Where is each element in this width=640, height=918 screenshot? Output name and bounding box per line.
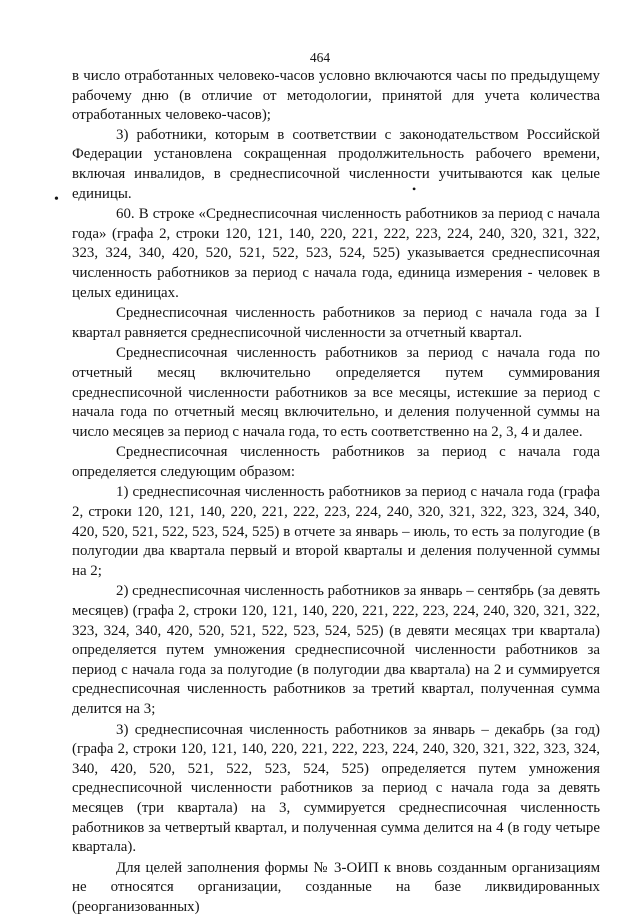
paragraph-item-2-nine-months: 2) среднесписочная численность работников за январь – сентябрь (за девять месяцев) (графа 2, строки 120, 121, 140, 220, 221, 222, 223, 224, 240, 320, 321, 322, 323, 324, 340, 420, 520, 521, 522, 523, 524, 525) (в девяти месяцах три квартала) определяется путем умножения среднесписочной численности работников за период с начала года за полугодие (в полугодии два квартала) на 2 и суммируется среднесписочная численность работников за третий квартал, полученная сумма делится на 3;	[72, 583, 600, 717]
paragraph-item-3-full-year: 3) среднесписочная численность работников за январь – декабрь (за год) (графа 2, строки 120, 121, 140, 220, 221, 222, 223, 224, 240, 320, 321, 322, 323, 324, 340, 420, 520, 521, 522, 523, 524, 525) определяется путем умножения среднесписочной численности работников за период с начала года за девять месяцев (три квартала) на 3, суммируется среднесписочная численность работников за четвертый квартал, и полученная сумма делится на 4 (в году четыре квартала).	[72, 721, 600, 856]
paragraph-item-1-half-year: 1) среднесписочная численность работников за период с начала года (графа 2, строки 120, 121, 140, 220, 221, 222, 223, 224, 240, 320, 321, 322, 323, 324, 340, 420, 520, 521, 522, 523, 524, 525) в отчете за январь – июль, то есть за полугодие (в полугодии два квартала первый и второй кварталы и деления полученной суммы на 2;	[72, 484, 600, 579]
document-body	[72, 67, 600, 918]
paragraph-section-60: 60. В строке «Среднесписочная численность работников за период с начала года» (графа 2, строки 120, 121, 140, 220, 221, 222, 223, 224, 240, 320, 321, 322, 323, 324, 340, 420, 520, 521, 522, 523, 524, 525) указывается среднесписочная численность работников за период с начала года, единица измерения - человек в целых единицах.	[72, 206, 600, 301]
margin-dot-mark: •	[54, 192, 59, 207]
paragraph-definition-intro: Среднесписочная численность работников за период с начала года определяется следующим образом:	[72, 444, 600, 480]
paragraph-monthly-summation: Среднесписочная численность работников за период с начала года по отчетный месяц включительно определяется путем суммирования среднесписочной численности работников за все месяцы, истекшие за период с начала года по отчетный месяц включительно, и деления полученной суммы на число месяцев за период с начала года, то есть соответственно на 2, 3, 4 и далее.	[72, 345, 600, 440]
paragraph-hours-note: в число отработанных человеко-часов условно включаются часы по предыдущему рабочему дню (в отличие от методологии, принятой для учета количества отработанных человеко-часов);	[72, 68, 600, 124]
paragraph-item-3-reduced-hours: 3) работники, которым в соответствии с законодательством Российской Федерации установлена сокращенная продолжительность рабочего времени, включая инвалидов, в среднесписочной численности учитываются как целые единицы.	[72, 126, 600, 202]
paragraph-first-quarter: Среднесписочная численность работников за период с начала года за I квартал равняется среднесписочной численности за отчетный квартал.	[72, 305, 600, 341]
page-number: 464	[309, 50, 331, 65]
paragraph-new-organizations: Для целей заполнения формы № 3-ОИП к вновь созданным организациям не относятся организации, созданные на базе ликвидированных (реорганизованных)	[72, 859, 600, 915]
stray-mark: •	[412, 182, 417, 196]
